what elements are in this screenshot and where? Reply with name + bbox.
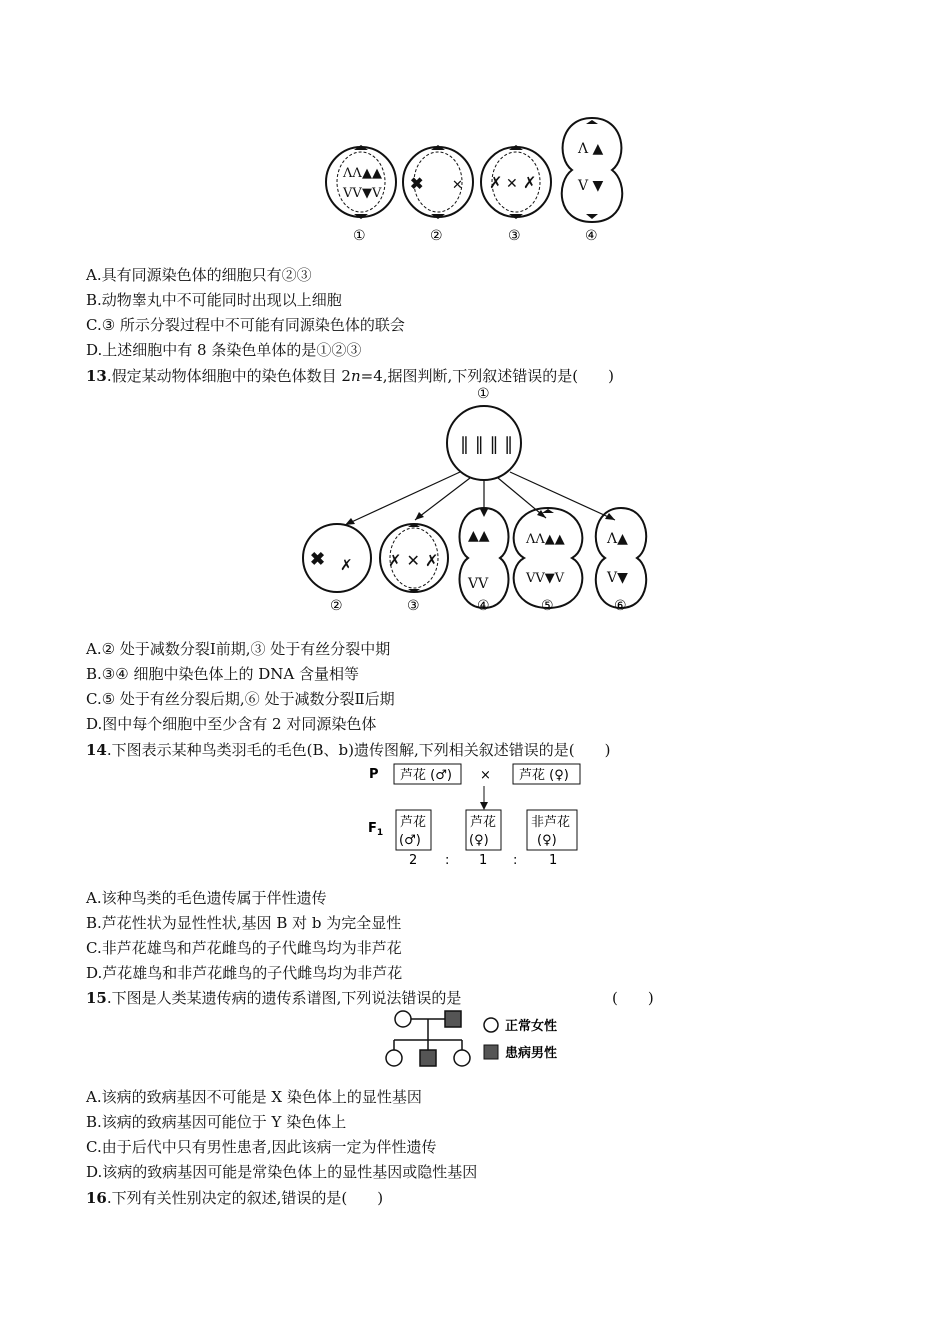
- q14-ratio-3: 1: [549, 853, 558, 868]
- q14-p-label: P: [369, 767, 379, 782]
- svg-text:✗ ✕ ✗: ✗ ✕ ✗: [388, 551, 439, 570]
- q12-option-c: C.③ 所示分裂过程中不可能有同源染色体的联会: [86, 316, 405, 334]
- q14-option-d: D.芦花雄鸟和非芦花雌鸟的子代雌鸟均为非芦花: [86, 964, 403, 982]
- legend-female-icon: [484, 1018, 498, 1032]
- q13-option-d: D.图中每个细胞中至少含有 2 对同源染色体: [86, 715, 377, 733]
- svg-text:✗: ✗: [489, 173, 503, 192]
- q13-label-3: ③: [407, 598, 420, 614]
- q15-option-a: A.该病的致病基因不可能是 X 染色体上的显性基因: [86, 1088, 422, 1106]
- q14-f1-label: $F_1$: [368, 821, 384, 838]
- q12-option-a: A.具有同源染色体的细胞只有②③: [86, 266, 312, 284]
- svg-text:V ▼: V ▼: [578, 178, 604, 194]
- q15-paren: ( ): [612, 989, 654, 1007]
- svg-text:▲▲: ▲▲: [362, 166, 382, 181]
- q16-number: 16: [86, 1189, 107, 1207]
- q14-ratio-2: 1: [479, 853, 488, 868]
- legend-female-label: 正常女性: [505, 1019, 558, 1034]
- q15-number: 15: [86, 989, 107, 1007]
- q14-number: 14: [86, 741, 107, 759]
- cell-4: [562, 118, 622, 222]
- q13-stem-b: =4,据图判断,下列叙述错误的是( ): [360, 367, 614, 385]
- fig12-label-2: ②: [430, 228, 443, 244]
- q14-child2-top: 芦花: [470, 815, 497, 830]
- q15-stem: [86, 988, 461, 1008]
- q14-option-b: B.芦花性状为显性性状,基因 B 对 b 为完全显性: [86, 914, 402, 932]
- q14-ratio-1: 2: [409, 853, 418, 868]
- q15-stem-text: .下图是人类某遗传病的遗传系谱图,下列说法错误的是: [106, 989, 462, 1007]
- q13-label-5: ⑤: [541, 598, 554, 614]
- q14-option-c: C.非芦花雄鸟和芦花雌鸟的子代雌鸟均为非芦花: [86, 939, 402, 957]
- q14-figure: [0, 760, 950, 870]
- q16-stem-text: .下列有关性别决定的叙述,错误的是( ): [106, 1189, 384, 1207]
- svg-text:✖: ✖: [410, 174, 424, 193]
- q14-ratio-sep-2: :: [513, 853, 518, 868]
- q13-label-6: ⑥: [614, 598, 627, 614]
- q13-stem-n: n: [350, 367, 361, 385]
- cell-1: [326, 145, 396, 219]
- fig12-label-1: ①: [353, 228, 366, 244]
- q14-child1-top: 芦花: [400, 815, 427, 830]
- svg-text:VV: VV: [468, 576, 489, 592]
- q13-option-c: C.⑤ 处于有丝分裂后期,⑥ 处于减数分裂Ⅱ后期: [86, 690, 395, 708]
- q14-child2-bot: (♀): [469, 833, 489, 848]
- q16-stem: [86, 1188, 383, 1208]
- svg-text:‖ ‖ ‖ ‖: ‖ ‖ ‖ ‖: [460, 434, 514, 455]
- svg-text:VV▼V: VV▼V: [526, 571, 565, 586]
- q13-number: 13: [86, 367, 107, 385]
- q13-label-2: ②: [330, 598, 343, 614]
- q15-option-b: B.该病的致病基因可能位于 Y 染色体上: [86, 1113, 347, 1131]
- svg-text:▲▲: ▲▲: [468, 528, 490, 544]
- q15-pedigree: [0, 1008, 950, 1068]
- svg-text:✗: ✗: [340, 556, 353, 574]
- q13-option-b: B.③④ 细胞中染色体上的 DNA 含量相等: [86, 665, 359, 683]
- q13-option-a: A.② 处于减数分裂Ⅰ前期,③ 处于有丝分裂中期: [86, 640, 391, 658]
- svg-text:Λ▲: Λ▲: [607, 531, 628, 547]
- q14-parent-female: 芦花 (♀): [519, 768, 569, 783]
- fig12-label-3: ③: [508, 228, 521, 244]
- q14-stem-text: .下图表示某种鸟类羽毛的毛色(B、b)遗传图解,下列相关叙述错误的是( ): [106, 741, 611, 759]
- svg-text:ΛΛ: ΛΛ: [343, 166, 362, 181]
- q14-child1-bot: (♂): [399, 833, 421, 848]
- svg-text:VV: VV: [343, 186, 362, 201]
- q15-option-d: D.该病的致病基因可能是常染色体上的显性基因或隐性基因: [86, 1163, 478, 1181]
- svg-text:Λ ▲: Λ ▲: [578, 141, 604, 157]
- q14-option-a: A.该种鸟类的毛色遗传属于伴性遗传: [86, 889, 327, 907]
- cell-2: [403, 145, 473, 219]
- q13-figure: [0, 380, 950, 614]
- q14-cross: ×: [480, 768, 491, 783]
- q12-figure: [0, 0, 950, 250]
- svg-text:ΛΛ▲▲: ΛΛ▲▲: [526, 532, 565, 547]
- svg-text:✗: ✗: [523, 173, 537, 192]
- q14-ratio-sep-1: :: [445, 853, 450, 868]
- svg-text:✕: ✕: [506, 176, 518, 192]
- q13-stem-a: .假定某动物体细胞中的染色体数目 2: [106, 367, 351, 385]
- q12-option-b: B.动物睾丸中不可能同时出现以上细胞: [86, 291, 342, 309]
- legend-male-icon: [484, 1045, 498, 1059]
- q13-label-4: ④: [477, 598, 490, 614]
- svg-text:✕: ✕: [452, 178, 463, 193]
- svg-text:✖: ✖: [310, 549, 326, 570]
- legend-male-label: 患病男性: [505, 1046, 558, 1061]
- q14-parent-male: 芦花 (♂): [400, 768, 452, 783]
- q14-child3-top: 非芦花: [531, 815, 571, 830]
- cell-3: [481, 145, 551, 219]
- q14-child3-bot: (♀): [537, 833, 557, 848]
- q14-stem: [86, 740, 610, 760]
- q15-option-c: C.由于后代中只有男性患者,因此该病一定为伴性遗传: [86, 1138, 437, 1156]
- fig12-label-4: ④: [585, 228, 598, 244]
- q13-label-1: ①: [477, 386, 490, 402]
- svg-text:▼V: ▼V: [362, 186, 382, 201]
- q12-option-d: D.上述细胞中有 8 条染色单体的是①②③: [86, 341, 362, 359]
- svg-text:V▼: V▼: [607, 570, 628, 586]
